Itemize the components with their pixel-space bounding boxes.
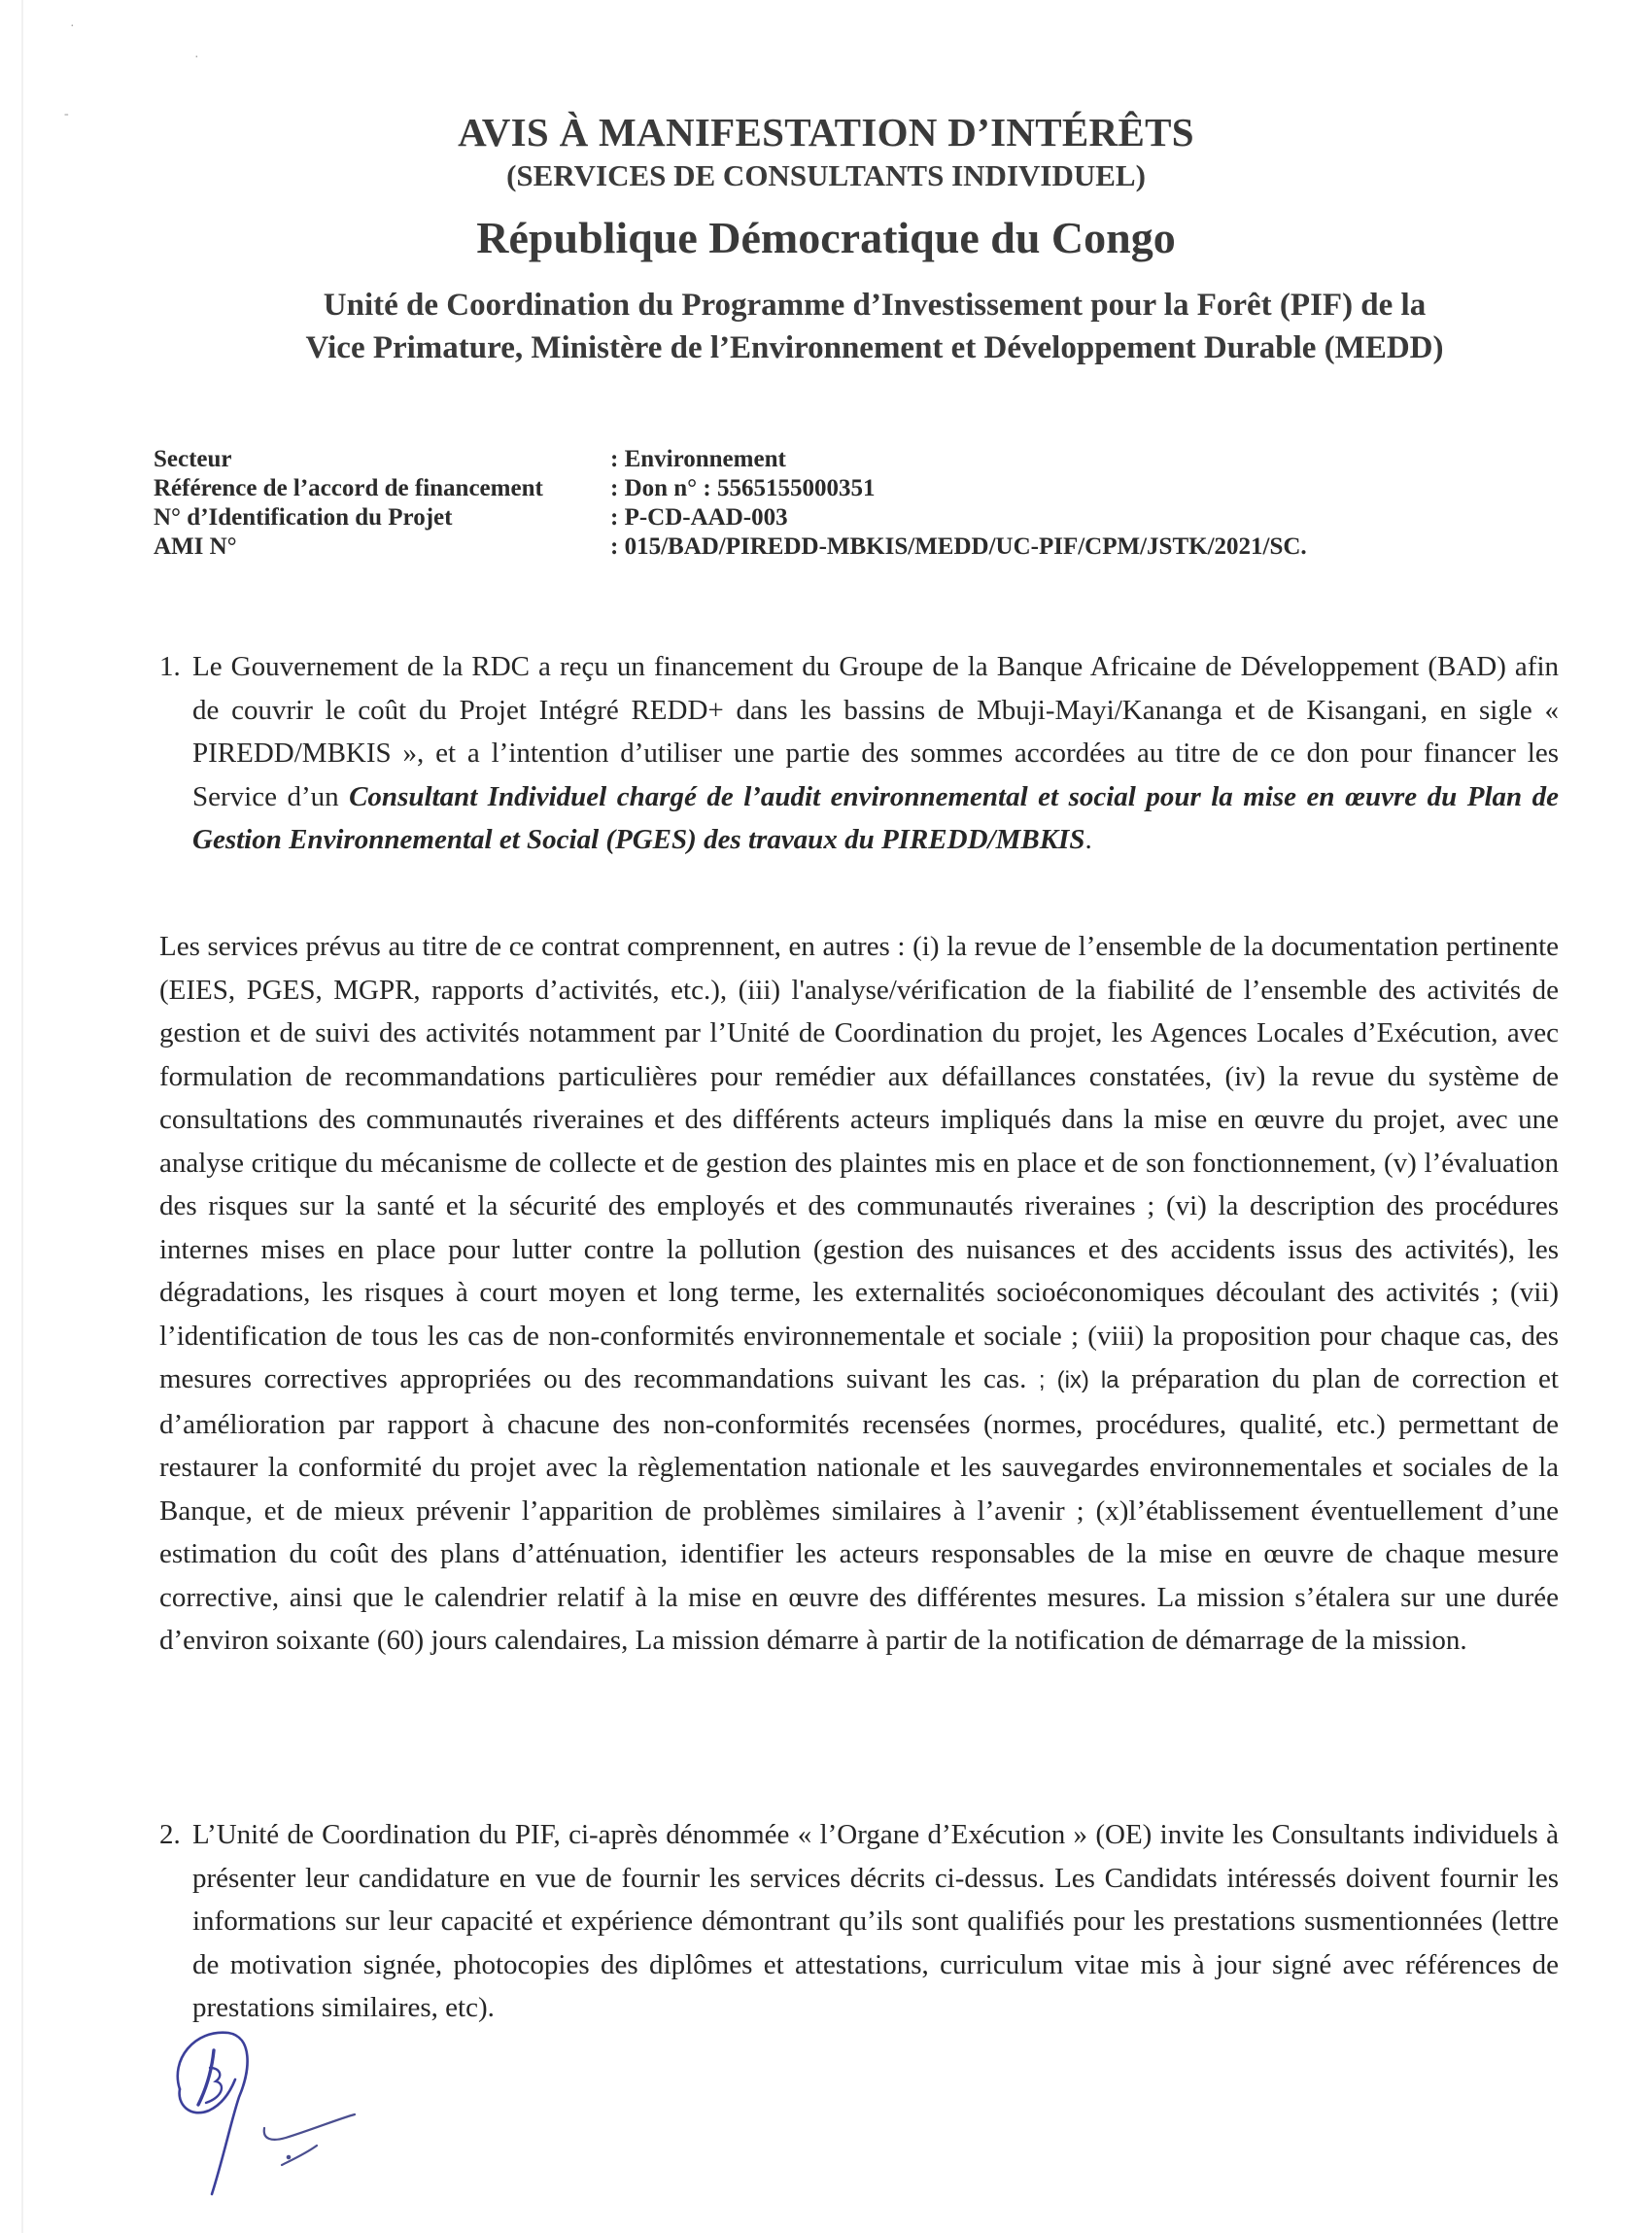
reference-value: : P-CD-AAD-003 — [610, 504, 788, 531]
handwritten-annotations — [155, 2021, 505, 2225]
circled-initials-icon — [178, 2033, 248, 2194]
issuing-unit — [194, 284, 1555, 369]
reference-block — [154, 445, 1307, 562]
reference-label: Secteur — [154, 446, 232, 472]
reference-row-ami — [154, 532, 1307, 562]
paragraph-text-end: . — [1084, 824, 1092, 855]
paragraph-number: 2. — [159, 1819, 181, 1850]
notice-subtitle: (SERVICES DE CONSULTANTS INDIVIDUEL) — [506, 158, 1146, 192]
scan-edge — [21, 0, 23, 2233]
reference-label: Référence de l’accord de financement — [154, 475, 543, 501]
signature-icon — [264, 2114, 355, 2165]
paragraph-number: 1. — [159, 651, 181, 682]
country-heading: République Démocratique du Congo — [476, 213, 1176, 262]
paragraph-1-financing — [159, 645, 1559, 862]
paragraph-services — [159, 925, 1559, 1663]
paragraph-text: Le Gouvernement de la RDC a reçu un financement du Groupe de la Banque Africaine de Développement (BAD) afin de couvrir le coût du Projet Intégré REDD+ dans les bassins de Mbuji-Mayi/Kananga et de Kisangani, en sigle « PIREDD/MBKIS », et a l’intention d’utiliser une partie des sommes accordées au titre de ce don pour financer les Service d’un — [192, 651, 1559, 812]
document-page: · · - AVIS À MANIFESTATION D’INTÉRÊTS (SERVICES DE CONSULTANTS INDIVIDUEL) République Démocratique du Congo Unité de Coordination du Programme d’Investissement pour la Forêt (PIF) de la Vice Primature, Ministère de l’Environnement et Développement Durable (MEDD) Secteur : Environnement Référence de l’accord de financement : Don n° : 5565155000351 N° d’Identification du Projet : P-CD-AAD-003 AMI N° : 015/BAD/PIREDD-MBKIS/MEDD/UC-PIF/CPM/JSTK/2021/SC. 1. Le Gouvernement de la RDC a reçu un financement du Groupe de la Banque Africaine de Développement (BAD) afin de couvrir le coût du Projet Intégré REDD+ dans les bassins de Mbuji-Mayi/Kananga et de Kisangani, en sigle « PIREDD/MBKIS », et a l’intention d’utiliser une partie des sommes accordées au titre de ce don pour financer les Service d’un Consultant Individuel chargé de l’audit environnemental et social pour la mise en œuvre du Plan de Gestion Environnemental et Social (PGES) des travaux du PIREDD/MBKIS. Les services prévus au titre de ce contrat comprennent, en autres : (i) la revue de l’ensemble de la documentation pertinente (EIES, PGES, MGPR, rapports d’activités, etc.), (iii) l'analyse/vérification de la fiabilité de l’ensemble des activités de gestion et de suivi des activités notamment par l’Unité de Coordination du projet, les Agences Locales d’Exécution, avec formulation de recommandations particulières pour remédier aux défaillances constatées, (iv) la revue du système de consultations des communautés riveraines et des différents acteurs impliqués dans la mise en œuvre du projet, avec une analyse critique du mécanisme de collecte et de gestion des plaintes mis en place et de son fonctionnement, (v) l’évaluation des risques sur la santé et la sécurité des employés et des communautés riveraines ; (vi) la description des procédures internes mises en place pour lutter contre la pollution (gestion des nuisances et des accidents issus des activités), les dégradations, les risques à court moyen et long terme, les externalités socioéconomiques découlant des activités ; (vii) l’identification de tous les cas de non-conformités environnementale et sociale ; (viii) la proposition pour chaque cas, des mesures correctives appropriées ou des recommandations suivant les cas. ; (ix) la préparation du plan de correction et d’amélioration par rapport à chacune des non-conformités recensées (normes, procédures, qualité, etc.) permettant de restaurer la conformité du projet avec la règlementation nationale et les sauvegardes environnementales et sociales de la Banque, et de mieux prévenir l’apparition de problèmes similaires à l’avenir ; (x)l’établissement éventuellement d’une estimation du coût des plans d’atténuation, identifier les acteurs responsables de la mise en œuvre de chaque mesure corrective, ainsi que le calendrier relatif à la mise en œuvre des différentes mesures. La mission s’étalera sur une durée d’environ soixante (60) jours calendaires, La mission démarre à partir de la notification de démarrage de la mission. 2. L’Unité de Coordination du PIF, ci-après dénommée « l’Organe d’Exécution » (OE) invite les Consultants individuels à présenter leur candidature en vue de fournir les services décrits ci-dessus. Les Candidats intéressés doivent fournir les informations sur leur capacité et expérience démontrant qu’ils sont qualifiés pour les prestations susmentionnées (lettre de motivation signée, photocopies des diplômes et attestations, curriculum vitae mis à jour signé avec références de prestations similaires, etc). — [0, 0, 1652, 2233]
notice-title: AVIS À MANIFESTATION D’INTÉRÊTS — [458, 110, 1194, 155]
reference-row-financing — [154, 474, 1307, 503]
paragraph-text: L’Unité de Coordination du PIF, ci-après dénommée « l’Organe d’Exécution » (OE) invite les Consultants individuels à présenter leur candidature en vue de fournir les services décrits ci-dessus. Les Candidats intéressés doivent fournir les informations sur leur capacité et expérience démontrant qu’ils sont qualifiés pour les prestations susmentionnées (lettre de motivation signée, photocopies des diplômes et attestations, curriculum vitae mis à jour signé avec références de prestations similaires, etc). — [192, 1819, 1559, 2023]
reference-label: N° d’Identification du Projet — [154, 504, 453, 531]
reference-label: AMI N° — [154, 533, 237, 560]
reference-value: : Don n° : 5565155000351 — [610, 475, 876, 501]
reference-row-sector — [154, 445, 1307, 474]
paragraph-text: Les services prévus au titre de ce contrat comprennent, en autres : (i) la revue de l’ensemble de la documentation pertinente (EIES, PGES, MGPR, rapports d’activités, etc.), (iii) l'analyse/vérification de la fiabilité de l’ensemble des activités de gestion et de suivi des activités notamment par l’Unité de Coordination du projet, les Agences Locales d’Exécution, avec formulation de recommandations particulières pour remédier aux défaillances constatées, (iv) la revue du système de consultations des communautés riveraines et des différents acteurs impliqués dans la mise en œuvre du projet, avec une analyse critique du mécanisme de collecte et de gestion des plaintes mis en place et de son fonctionnement, (v) l’évaluation des risques sur la santé et la sécurité des employés et des communautés riveraines ; (vi) la description des procédures internes mises en place pour lutter contre la pollution (gestion des nuisances et des accidents issus des activités), les dégradations, les risques à court moyen et long terme, les externalités socioéconomiques découlant des activités ; (vii) l’identification de tous les cas de non-conformités environnementale et sociale ; (viii) la proposition pour chaque cas, des mesures correctives appropriées ou des recommandations suivant les cas. — [159, 931, 1559, 1394]
issuing-unit-line-2: Vice Primature, Ministère de l’Environnement et Développement Durable (MEDD) — [305, 330, 1444, 365]
paragraph-emphasis: Consultant Individuel chargé de l’audit environnemental et social pour la mise en œuvre du Plan de Gestion Environnemental et Social (PGES) des travaux du PIREDD/MBKIS — [192, 780, 1559, 855]
paragraph-text-end: préparation du plan de correction et d’amélioration par rapport à chacune des non-conformités recensées (normes, procédures, qualité, etc.) permettant de restaurer la conformité du projet avec la règlementation nationale et les sauvegardes environnementales et sociales de la Banque, et de mieux prévenir l’apparition de problèmes similaires à l’avenir ; (x)l’établissement éventuellement d’une estimation du coût des plans d’atténuation, identifier les acteurs responsables de la mise en œuvre de chaque mesure corrective, ainsi que le calendrier relatif à la mise en œuvre des différentes mesures. La mission s’étalera sur une durée d’environ soixante (60) jours calendaires, La mission démarre à partir de la notification de démarrage de la mission. — [159, 1363, 1559, 1656]
reference-value: : Environnement — [610, 446, 786, 472]
issuing-unit-line-1: Unité de Coordination du Programme d’Investissement pour la Forêt (PIF) de la — [323, 288, 1427, 323]
reference-row-project-id — [154, 503, 1307, 532]
paragraph-text-sans-run: ; (ix) la — [1038, 1367, 1119, 1393]
reference-value: : 015/BAD/PIREDD-MBKIS/MEDD/UC-PIF/CPM/JSTK/2021/SC. — [610, 533, 1307, 560]
paragraph-2-invitation — [159, 1813, 1559, 2030]
